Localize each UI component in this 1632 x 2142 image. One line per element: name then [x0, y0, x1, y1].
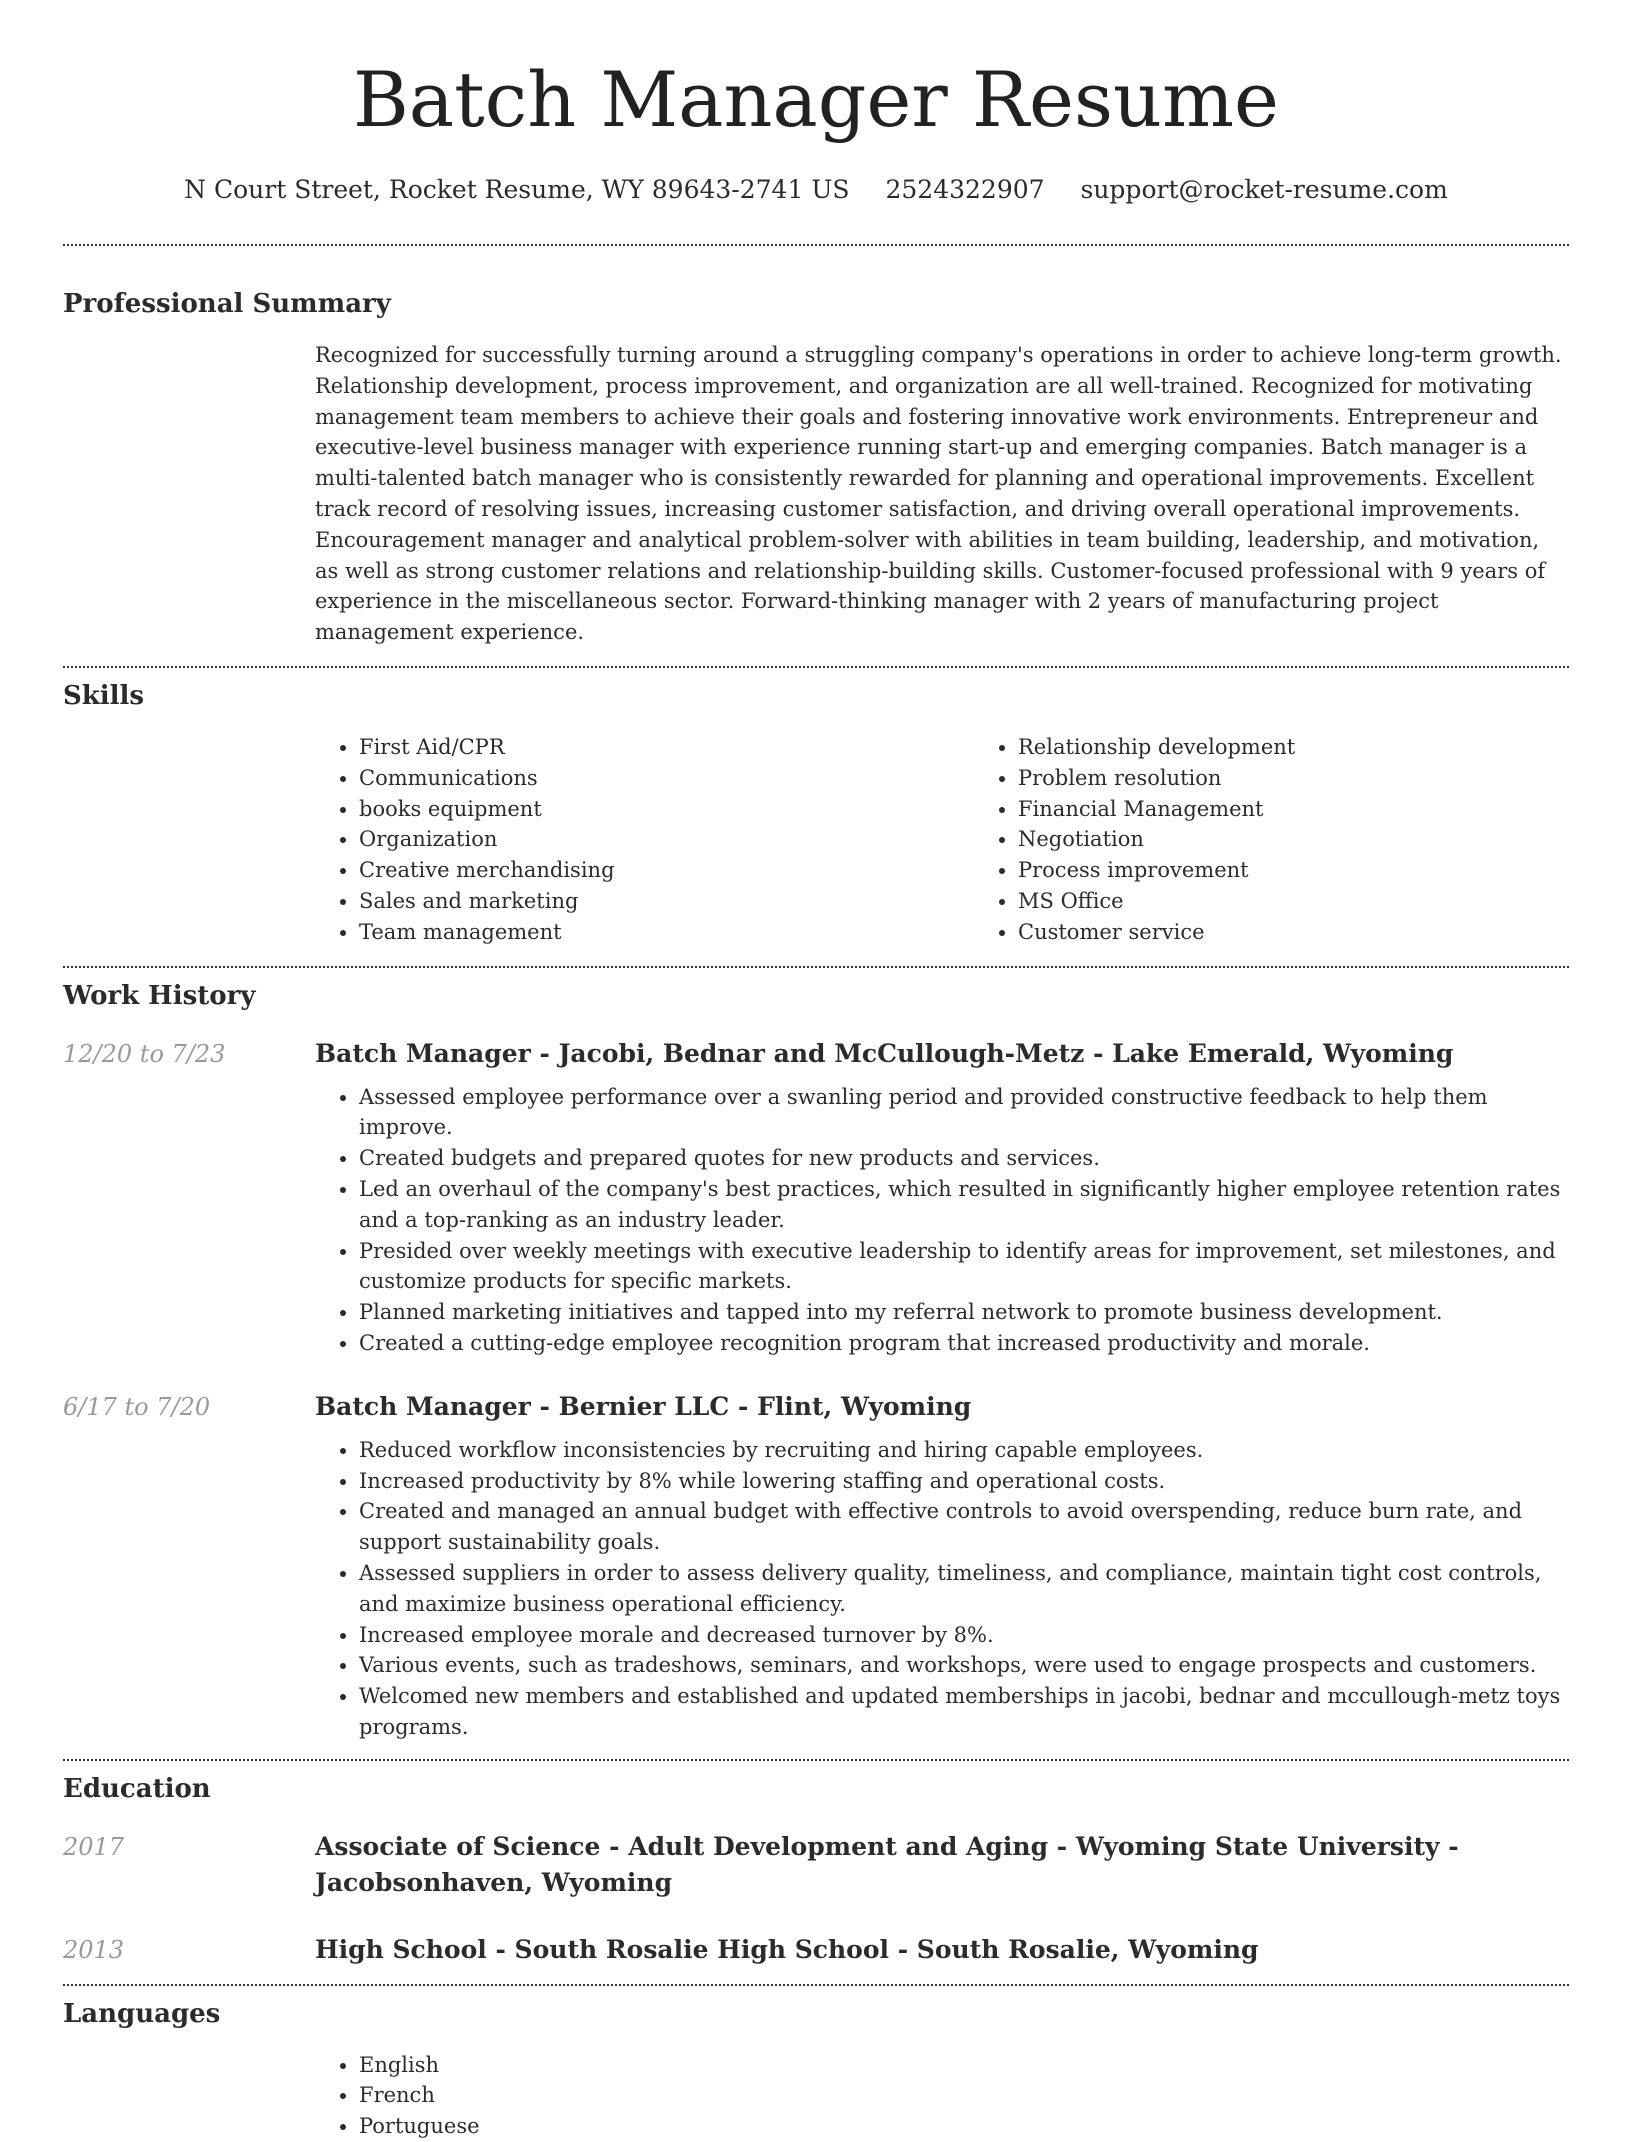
summary-text: Recognized for successfully turning around a struggling company's operations in order to achieve long-term growth. Relationship development, process improvement, and organization are all well-trained. Recognized for motivating management team members to achieve their goals and fostering innovative work environments. Entrepreneur and executive-level business manager with experience running start-up and emerging companies. Batch manager is a multi-talented batch manager who is consistently rewarded for planning and operational improvements. Excellent track record of resolving issues, increasing customer satisfaction, and driving overall operational improvements. Encouragement manager and analytical problem-solver with abilities in team building, leadership, and motivation, as well as strong customer relations and relationship-building skills. Customer-focused professional with 9 years of experience in the miscellaneous sector. Forward-thinking manager with 2 years of manufacturing project management experience.	[315, 343, 1562, 645]
skills-list-right	[974, 732, 1632, 948]
education-entry	[63, 1829, 1569, 1901]
list-item: • French	[359, 2080, 1569, 2111]
job-title: Batch Manager - Bernier LLC - Flint, Wyoming	[315, 1391, 972, 1421]
job-bullets	[315, 1435, 1569, 1743]
skills-spacer	[63, 732, 315, 948]
education-title: Associate of Science - Adult Development and Aging - Wyoming State University - Jacobsonhaven, Wyoming	[315, 1831, 1459, 1897]
list-item: • books equipment	[359, 794, 974, 825]
divider	[63, 966, 1569, 968]
section-heading-languages: Languages	[63, 1998, 221, 2029]
summary-spacer	[63, 340, 315, 648]
divider	[63, 1984, 1569, 1986]
list-item: • Created a cutting-edge employee recognition program that increased productivity and morale.	[359, 1328, 1569, 1359]
list-item: • Various events, such as tradeshows, seminars, and workshops, were used to engage prospects and customers.	[359, 1650, 1569, 1681]
list-item: • Planned marketing initiatives and tapped into my referral network to promote business development.	[359, 1297, 1569, 1328]
contact-phone: 2524322907	[885, 175, 1045, 204]
list-item: • Assessed employee performance over a swanling period and provided constructive feedback to help them improve.	[359, 1082, 1569, 1144]
list-item: • Negotiation	[1018, 824, 1632, 855]
divider	[63, 1759, 1569, 1761]
list-item: • Relationship development	[1018, 732, 1632, 763]
education-entry	[63, 1932, 1569, 1968]
education-year: 2013	[63, 1935, 125, 1964]
contact-line	[63, 172, 1569, 208]
languages-spacer	[63, 2050, 315, 2142]
job-entry	[63, 1389, 1569, 1743]
job-dates: 12/20 to 7/23	[63, 1039, 226, 1068]
job-entry	[63, 1036, 1569, 1359]
list-item: • Presided over weekly meetings with executive leadership to identify areas for improvement, set milestones, and customize products for specific markets.	[359, 1236, 1569, 1298]
list-item: • Assessed suppliers in order to assess delivery quality, timeliness, and compliance, maintain tight cost controls, and maximize business operational efficiency.	[359, 1558, 1569, 1620]
list-item: • MS Office	[1018, 886, 1632, 917]
languages-list	[315, 2050, 1569, 2142]
job-bullets	[315, 1082, 1569, 1359]
list-item: • Organization	[359, 824, 974, 855]
contact-address: N Court Street, Rocket Resume, WY 89643-2741 US	[184, 175, 850, 204]
section-heading-education: Education	[63, 1773, 211, 1804]
list-item: • Team management	[359, 917, 974, 948]
list-item: • First Aid/CPR	[359, 732, 974, 763]
list-item: • Communications	[359, 763, 974, 794]
job-title: Batch Manager - Jacobi, Bednar and McCullough-Metz - Lake Emerald, Wyoming	[315, 1038, 1454, 1068]
section-heading-work: Work History	[63, 980, 256, 1011]
list-item: • Creative merchandising	[359, 855, 974, 886]
list-item: • Reduced workflow inconsistencies by recruiting and hiring capable employees.	[359, 1435, 1569, 1466]
resume-title: Batch Manager Resume	[352, 55, 1280, 144]
education-title: High School - South Rosalie High School - South Rosalie, Wyoming	[315, 1934, 1259, 1964]
list-item: • Problem resolution	[1018, 763, 1632, 794]
list-item: • Sales and marketing	[359, 886, 974, 917]
list-item: • Welcomed new members and established and updated memberships in jacobi, bednar and mccullough-metz toys programs.	[359, 1681, 1569, 1743]
list-item: • Increased productivity by 8% while lowering staffing and operational costs.	[359, 1466, 1569, 1497]
list-item: • Created and managed an annual budget with effective controls to avoid overspending, reduce burn rate, and support sustainability goals.	[359, 1496, 1569, 1558]
section-heading-skills: Skills	[63, 680, 145, 711]
list-item: • Customer service	[1018, 917, 1632, 948]
list-item: • Created budgets and prepared quotes for new products and services.	[359, 1143, 1569, 1174]
skills-list-left	[315, 732, 974, 948]
contact-email: support@rocket-resume.com	[1080, 175, 1448, 204]
education-year: 2017	[63, 1832, 125, 1861]
list-item: • Led an overhaul of the company's best practices, which resulted in significantly higher employee retention rates and a top-ranking as an industry leader.	[359, 1174, 1569, 1236]
list-item: • Process improvement	[1018, 855, 1632, 886]
list-item: • English	[359, 2050, 1569, 2081]
section-heading-summary: Professional Summary	[63, 289, 391, 319]
list-item: • Portuguese	[359, 2111, 1569, 2142]
list-item: • Increased employee morale and decreased turnover by 8%.	[359, 1620, 1569, 1651]
divider	[63, 666, 1569, 668]
list-item: • Financial Management	[1018, 794, 1632, 825]
job-dates: 6/17 to 7/20	[63, 1392, 211, 1421]
divider	[63, 244, 1569, 246]
